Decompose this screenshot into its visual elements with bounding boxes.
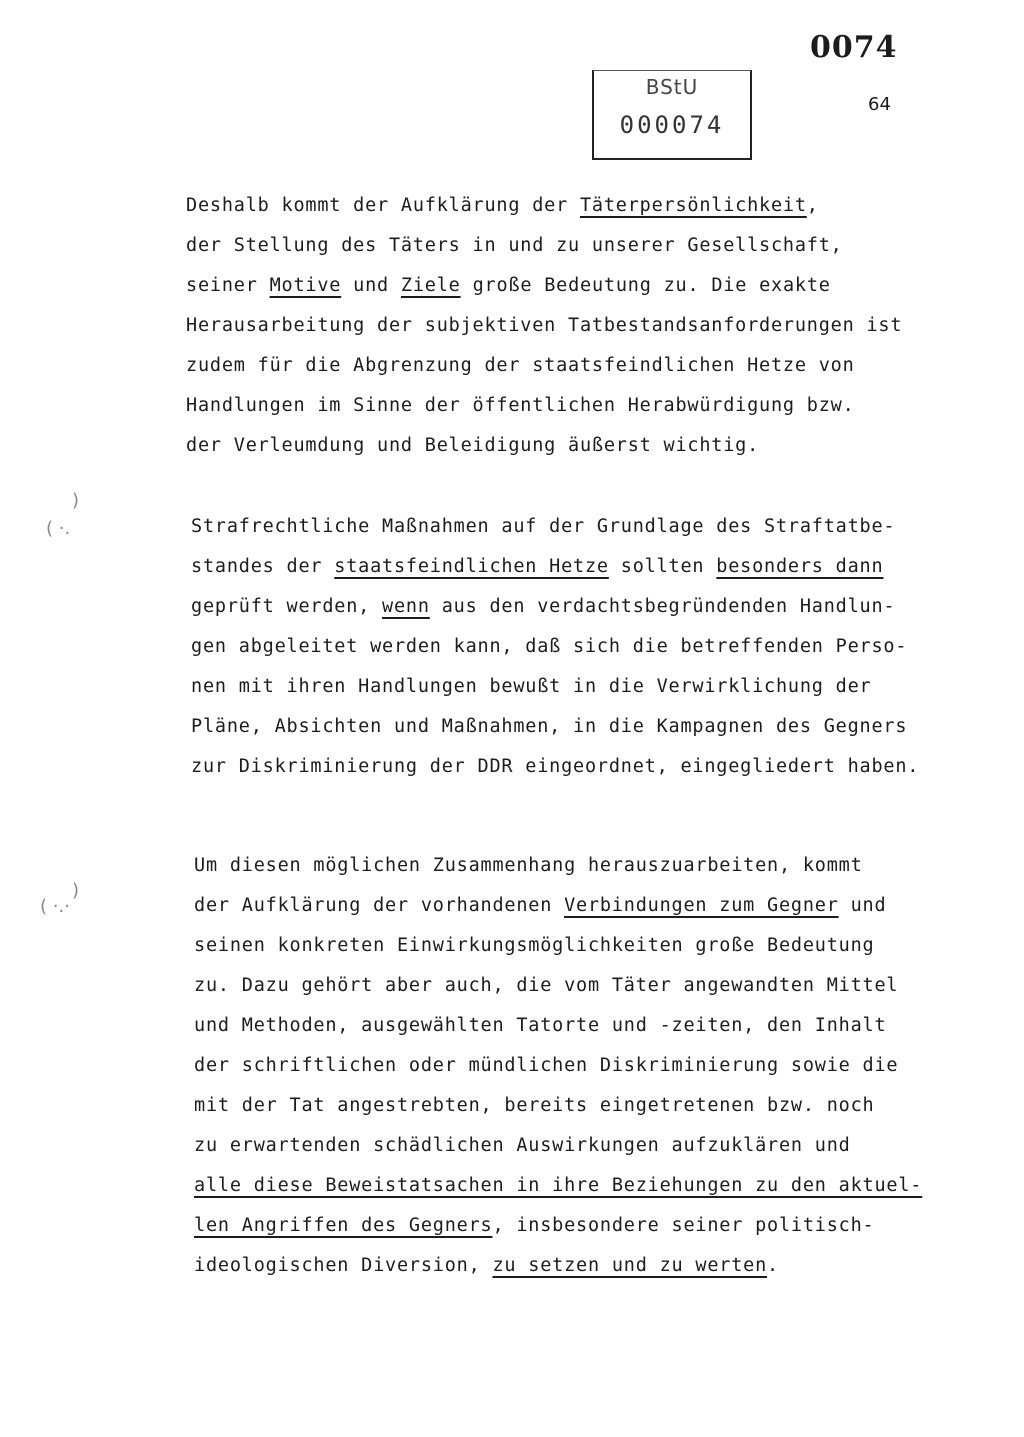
text-line (194, 1206, 922, 1246)
text-line (194, 966, 922, 1006)
text-segment: Herausarbeitung der subjektiven Tatbestandsanforderungen ist (186, 315, 903, 336)
text-line (191, 507, 919, 547)
text-line (186, 346, 902, 386)
text-line (194, 886, 922, 926)
text-line (191, 707, 919, 747)
text-line (186, 386, 902, 426)
underlined-text: Verbindungen zum Gegner (564, 895, 839, 916)
text-line (194, 846, 922, 886)
underlined-text: besonders dann (716, 556, 884, 577)
text-line (191, 547, 919, 587)
text-segment: Handlungen im Sinne der öffentlichen Herabwürdigung bzw. (186, 395, 855, 416)
underlined-text: Ziele (400, 275, 461, 296)
paragraph-3 (194, 846, 922, 1286)
text-segment: , insbesondere seiner politisch- (492, 1215, 875, 1236)
underlined-text: Motive (269, 275, 342, 296)
underlined-text: alle diese Beweistatsachen in ihre Beziehungen zu den aktuel- (194, 1175, 923, 1196)
margin-mark: ) (72, 490, 80, 511)
text-segment: der Verleumdung und Beleidigung äußerst wichtig. (186, 435, 760, 456)
text-segment: sollten (608, 556, 717, 577)
text-segment: , (806, 195, 819, 216)
stamp-org: BStU (645, 75, 699, 99)
stamp-number: 000074 (619, 111, 725, 139)
text-segment: geprüft werden, (191, 596, 383, 617)
underlined-text: zu setzen und zu werten (492, 1255, 768, 1276)
text-line (191, 587, 919, 627)
text-segment: gen abgeleitet werden kann, daß sich die betreffenden Perso- (191, 636, 908, 657)
margin-mark: ) (72, 880, 80, 901)
text-segment: standes der (191, 556, 335, 577)
text-line (194, 1246, 922, 1286)
text-segment: seiner (186, 275, 270, 296)
text-segment: aus den verdachtsbegründenden Handlun- (429, 596, 896, 617)
text-segment: der Aufklärung der vorhandenen (194, 895, 565, 916)
text-segment: Deshalb kommt der Aufklärung der (186, 195, 580, 216)
paragraph-1 (186, 186, 902, 466)
text-line (186, 226, 902, 266)
margin-mark: ( ·.· (40, 896, 70, 917)
underlined-text: len Angriffen des Gegners (194, 1215, 493, 1236)
text-segment: nen mit ihren Handlungen bewußt in die Verwirklichung der (191, 676, 872, 697)
text-segment: große Bedeutung zu. Die exakte (460, 275, 831, 296)
text-line (194, 1166, 922, 1206)
archive-page-number: 0074 (810, 30, 898, 65)
underlined-text: staatsfeindlichen Hetze (334, 556, 609, 577)
text-line (186, 266, 902, 306)
text-segment: . (767, 1255, 779, 1276)
text-line (186, 306, 902, 346)
page-number: 64 (868, 94, 891, 115)
underlined-text: wenn (382, 596, 430, 617)
underlined-text: Täterpersönlichkeit (579, 195, 807, 216)
text-line (194, 926, 922, 966)
margin-mark: ( ·. (46, 518, 71, 539)
text-line (191, 627, 919, 667)
text-line (194, 1006, 922, 1046)
text-line (191, 667, 919, 707)
text-segment: zu. Dazu gehört aber auch, die vom Täter angewandten Mittel (194, 975, 899, 996)
text-segment: und (838, 895, 887, 916)
document-stamp (592, 70, 752, 160)
text-line (186, 186, 902, 226)
text-segment: und Methoden, ausgewählten Tatorte und -zeiten, den Inhalt (194, 1015, 887, 1036)
text-segment: zur Diskriminierung der DDR eingeordnet, eingegliedert haben. (191, 756, 920, 777)
paragraph-2 (191, 507, 919, 787)
text-segment: Um diesen möglichen Zusammenhang herauszuarbeiten, kommt (194, 855, 863, 876)
text-segment: zudem für die Abgrenzung der staatsfeindlichen Hetze von (186, 355, 855, 376)
text-line (186, 426, 902, 466)
text-segment: der schriftlichen oder mündlichen Diskriminierung sowie die (194, 1055, 899, 1076)
text-segment: der Stellung des Täters in und zu unserer Gesellschaft, (186, 235, 843, 256)
text-segment: ideologischen Diversion, (194, 1255, 493, 1276)
text-segment: Strafrechtliche Maßnahmen auf der Grundlage des Straftatbe- (191, 516, 896, 537)
text-line (191, 747, 919, 787)
text-line (194, 1126, 922, 1166)
text-segment: seinen konkreten Einwirkungsmöglichkeiten große Bedeutung (194, 935, 875, 956)
text-segment: zu erwartenden schädlichen Auswirkungen aufzuklären und (194, 1135, 851, 1156)
text-line (194, 1046, 922, 1086)
text-segment: und (341, 275, 401, 296)
text-line (194, 1086, 922, 1126)
text-segment: mit der Tat angestrebten, bereits eingetretenen bzw. noch (194, 1095, 875, 1116)
text-segment: Pläne, Absichten und Maßnahmen, in die Kampagnen des Gegners (191, 716, 908, 737)
